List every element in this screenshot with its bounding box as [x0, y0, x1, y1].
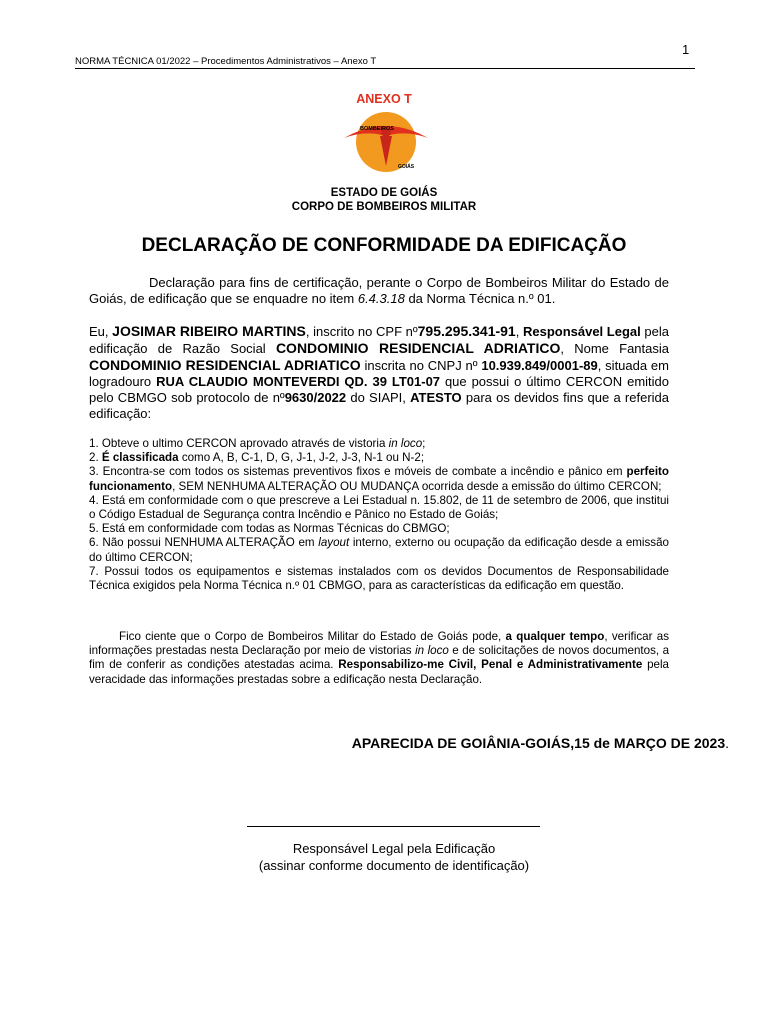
- closing-text: , verificar as informações prestadas nesta Declaração por meio de vistorias: [89, 630, 669, 658]
- intro-item-ref: 6.4.3.18: [357, 291, 405, 306]
- protocol-value: 9630/2022: [284, 390, 347, 405]
- issuer-block: [0, 186, 768, 214]
- decl-text: pela edificação de Razão Social: [89, 324, 669, 356]
- list-item: 4. Está em conformidade com o que prescreve a Lei Estadual n. 15.802, de 11 de setembro de 2006, que institui o Código Estadual de Segurança contra Incêndio e Pânico no Estado de Goiás;: [89, 493, 669, 522]
- item-text: 1. Obteve o ultimo CERCON aprovado através de vistoria: [89, 437, 389, 450]
- atesto-label: ATESTO: [410, 390, 462, 405]
- cpf-value: 795.295.341-91: [417, 323, 516, 339]
- closing-text: Fico ciente que o Corpo de Bombeiros Militar do Estado de Goiás pode,: [119, 630, 506, 643]
- list-item: [89, 465, 669, 493]
- item-text: 6. Não possui NENHUMA ALTERAÇÃO em: [89, 536, 319, 550]
- item-text: interno, externo ou ocupação da edificação desde a emissão do último CERCON;: [89, 536, 669, 564]
- closing-bold: a qualquer tempo: [505, 630, 605, 643]
- closing-italic: in loco: [415, 644, 449, 658]
- closing-text: e de solicitações de novos documentos, a fim de conferir as condições atestadas acima.: [89, 644, 670, 672]
- closing-paragraph: [89, 630, 669, 687]
- state-name: ESTADO DE GOIÁS: [330, 187, 438, 199]
- decl-text: , inscrito no CPF nº: [305, 324, 418, 339]
- list-item: 5. Está em conformidade com todas as Normas Técnicas do CBMGO;: [89, 522, 450, 536]
- list-item: [89, 451, 669, 465]
- decl-text: para os devidos fins que a referida edificação:: [89, 390, 669, 421]
- annex-label: ANEXO T: [356, 92, 412, 106]
- logo-text-top: BOMBEIROS: [360, 126, 394, 132]
- item-text: ;: [422, 437, 426, 450]
- intro-text-end: da Norma Técnica n.º 01.: [404, 291, 556, 306]
- item-text: , SEM NENHUMA ALTERAÇÃO OU MUDANÇA ocorrida desde a emissão do último CERCON;: [172, 479, 662, 493]
- closing-bold: Responsabilizo-me Civil, Penal e Administrativamente: [338, 658, 643, 672]
- intro-text: Declaração para fins de certificação, perante o Corpo de Bombeiros Militar do Estado de Goiás, de edificação que se enquadre no item: [89, 275, 669, 306]
- corps-name: CORPO DE BOMBEIROS MILITAR: [291, 201, 477, 213]
- list-item: [89, 437, 669, 451]
- item-italic: in loco: [388, 437, 423, 450]
- list-item: 7. Possui todos os equipamentos e sistemas instalados com os devidos Documentos de Responsabilidade Técnica exigidos pela Norma Técnica n.º 01 CBMGO, para as características da edificação em questão.: [89, 564, 669, 593]
- item-text: 2.: [89, 451, 102, 465]
- bombeiros-logo: [340, 108, 432, 174]
- city-date-text: APARECIDA DE GOIÂNIA-GOIÁS,15 de MARÇO DE 2023: [351, 735, 726, 751]
- item-text: como A, B, C-1, D, G, J-1, J-2, J-3, N-1 ou N-2;: [178, 451, 425, 465]
- decl-text: ,: [515, 324, 523, 339]
- decl-text: , situada em logradouro: [89, 358, 669, 389]
- document-title: DECLARAÇÃO DE CONFORMIDADE DA EDIFICAÇÃO: [141, 235, 627, 256]
- decl-text: inscrita no CNPJ nº: [360, 358, 482, 373]
- cnpj-value: 10.939.849/0001-89: [481, 358, 598, 373]
- city-date: [0, 735, 729, 751]
- declaration-paragraph: [89, 323, 669, 422]
- signature-line: [247, 826, 540, 827]
- razao-social-value: CONDOMINIO RESIDENCIAL ADRIATICO: [275, 340, 561, 356]
- address-value: RUA CLAUDIO MONTEVERDI QD. 39 LT01-07: [156, 374, 441, 389]
- city-date-period: .: [725, 735, 729, 751]
- page-number: 1: [682, 42, 690, 57]
- running-header: NORMA TÉCNICA 01/2022 – Procedimentos Administrativos – Anexo T: [75, 56, 695, 69]
- logo-text-bottom: GOIÁS: [398, 164, 415, 170]
- intro-paragraph: [89, 275, 669, 307]
- nome-fantasia-value: CONDOMINIO RESIDENCIAL ADRIATICO: [89, 357, 361, 373]
- list-item: [89, 536, 669, 564]
- decl-text: que possui o último CERCON emitido pelo CBMGO sob protocolo de nº: [89, 374, 669, 405]
- item-bold: perfeito funcionamento: [89, 465, 669, 493]
- item-italic: layout: [318, 536, 350, 550]
- item-bold: É classificada: [101, 451, 179, 465]
- closing-text: pela veracidade das informações prestadas sobre a edificação nesta Declaração.: [89, 658, 669, 686]
- conditions-list: [89, 437, 669, 593]
- role-value: Responsável Legal: [522, 324, 641, 339]
- decl-text: Eu,: [89, 324, 113, 339]
- signature-block: [0, 840, 768, 874]
- decl-text: do SIAPI,: [346, 390, 411, 405]
- decl-text: , Nome Fantasia: [560, 341, 669, 356]
- item-text: 3. Encontra-se com todos os sistemas preventivos fixos e móveis de combate a incêndio e pânico em: [89, 465, 627, 479]
- signature-instruction: (assinar conforme documento de identificação): [258, 858, 530, 873]
- signature-role: Responsável Legal pela Edificação: [292, 841, 496, 856]
- declarant-name: JOSIMAR RIBEIRO MARTINS: [112, 323, 306, 339]
